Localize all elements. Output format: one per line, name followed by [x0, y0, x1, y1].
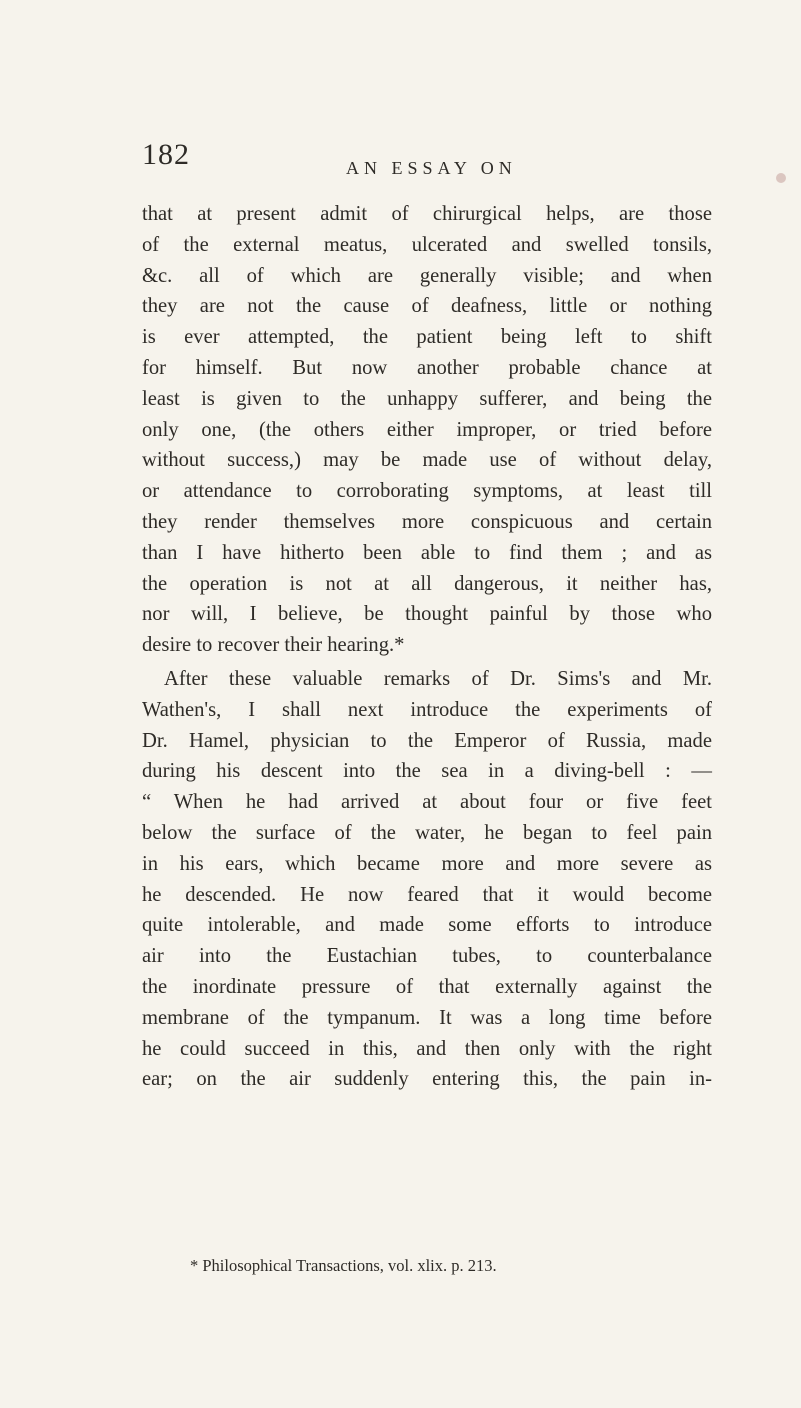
text-line: the operation is not at all dangerous, it neither has,	[142, 572, 712, 595]
text-line: membrane of the tympanum. It was a long time before	[142, 1006, 712, 1029]
paragraph-2	[142, 664, 712, 1095]
ink-smudge	[776, 173, 786, 183]
text-line: or attendance to corroborating symptoms, at least till	[142, 480, 712, 503]
text-line: air into the Eustachian tubes, to counterbalance	[142, 945, 712, 968]
text-line: than I have hitherto been able to find them ; and as	[142, 541, 712, 564]
text-line: they render themselves more conspicuous and certain	[142, 510, 712, 533]
text-line: only one, (the others either improper, or tried before	[142, 418, 712, 441]
text-line: &c. all of which are generally visible; and when	[142, 264, 712, 287]
text-line: the inordinate pressure of that externally against the	[142, 975, 712, 998]
paragraph-1	[142, 199, 712, 661]
text-line: After these valuable remarks of Dr. Sims's and Mr.	[164, 668, 712, 690]
text-line: in his ears, which became more and more severe as	[142, 852, 712, 875]
text-line: Wathen's, I shall next introduce the experiments of	[142, 698, 712, 721]
text-line: he could succeed in this, and then only with the right	[142, 1037, 712, 1060]
text-line: “ When he had arrived at about four or five feet	[142, 791, 712, 814]
text-line: quite intolerable, and made some efforts to introduce	[142, 914, 712, 937]
text-line: that at present admit of chirurgical helps, are those	[142, 203, 712, 225]
page-number: 182	[142, 138, 190, 171]
text-line: they are not the cause of deafness, little or nothing	[142, 295, 712, 318]
text-line: for himself. But now another probable chance at	[142, 356, 712, 379]
text-line: he descended. He now feared that it would become	[142, 883, 712, 906]
text-line: least is given to the unhappy sufferer, and being the	[142, 387, 712, 410]
text-line: below the surface of the water, he began to feel pain	[142, 821, 712, 844]
text-line: Dr. Hamel, physician to the Emperor of Russia, made	[142, 729, 712, 752]
text-line: without success,) may be made use of without delay,	[142, 449, 712, 472]
text-line: ear; on the air suddenly entering this, the pain in-	[142, 1068, 712, 1091]
text-line: of the external meatus, ulcerated and swelled tonsils,	[142, 233, 712, 256]
footnote: * Philosophical Transactions, vol. xlix. p. 213.	[190, 1256, 497, 1275]
text-line: desire to recover their hearing.*	[142, 634, 405, 657]
running-title: AN ESSAY ON	[346, 158, 517, 178]
text-line: during his descent into the sea in a diving-bell : —	[142, 760, 712, 783]
text-line: is ever attempted, the patient being left to shift	[142, 326, 712, 349]
text-line: nor will, I believe, be thought painful by those who	[142, 603, 712, 626]
